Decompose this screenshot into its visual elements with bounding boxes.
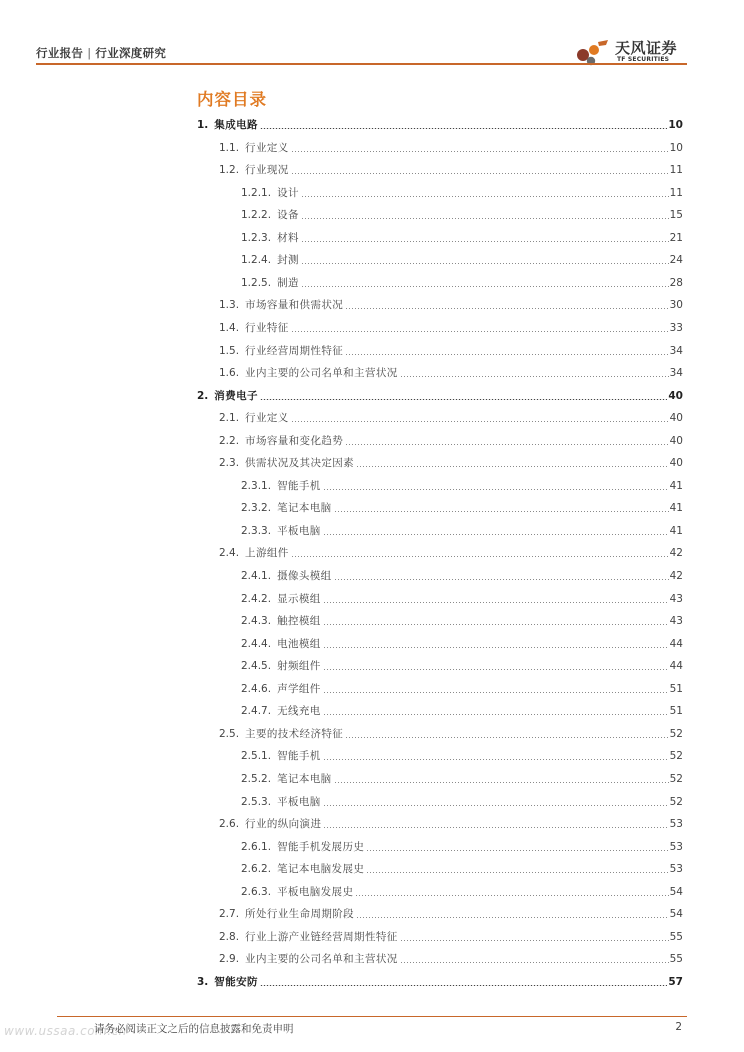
toc-entry[interactable] [197,206,683,222]
toc-entry-label: 上游组件 [245,547,289,560]
toc-dot-leader [260,399,667,400]
toc-entry[interactable] [197,139,683,155]
toc-entry-number: 1.6. [219,367,240,380]
toc-entry-page: 30 [669,299,683,312]
toc-entry-page: 51 [669,682,683,695]
toc-entry-number: 1.2.3. [241,231,272,244]
toc-dot-leader [323,759,669,760]
toc-entry[interactable] [197,116,683,132]
watermark: www.ussaa.com.cn [4,1024,127,1038]
toc-entry-label: 电池模组 [277,637,321,650]
toc-entry[interactable] [197,432,683,448]
toc-entry-number: 1.5. [219,344,240,357]
toc-dot-leader [323,692,669,693]
toc-entry-page: 57 [668,975,683,988]
toc-entry[interactable] [197,251,683,267]
toc-entry-label: 供需状况及其决定因素 [245,457,355,470]
toc-entry-number: 1. [197,119,209,131]
toc-entry-page: 10 [668,119,683,131]
toc-entry-number: 2.6.1. [241,840,272,853]
toc-entry[interactable] [197,342,683,358]
logo-mark-icon [575,36,613,66]
toc-entry-page: 34 [669,367,683,380]
toc-entry-number: 1.2.4. [241,254,272,267]
toc-entry[interactable] [197,860,683,876]
toc-dot-leader [323,669,669,670]
toc-dot-leader [345,308,668,309]
toc-entry[interactable] [197,567,683,583]
toc-entry-number: 2.5.1. [241,750,272,763]
toc-dot-leader [345,354,668,355]
toc-entry-page: 15 [669,209,683,222]
toc-entry-page: 42 [669,570,683,582]
toc-entry-label: 智能手机 [277,479,321,492]
toc-entry-label: 智能手机 [277,750,321,763]
toc-dot-leader [323,624,669,625]
page-number: 2 [675,1021,682,1033]
toc-entry[interactable] [197,229,683,245]
toc-entry[interactable] [197,905,683,921]
toc-entry-label: 行业经营周期性特征 [245,344,344,357]
toc-entry-page: 51 [669,705,683,718]
toc-entry-label: 行业定义 [245,141,289,154]
toc-dot-leader [323,647,669,648]
toc-entry-label: 无线充电 [277,705,321,718]
toc-dot-leader [323,602,669,603]
toc-entry[interactable] [197,725,683,741]
toc-entry-page: 21 [669,231,683,244]
toc-entry-page: 52 [669,750,683,763]
toc-entry-label: 显示模组 [277,592,321,605]
toc-entry-number: 2.3.3. [241,524,272,537]
toc-entry-label: 所处行业生命周期阶段 [245,908,355,921]
toc-dot-leader [301,263,669,264]
toc-entry-number: 2.5.3. [241,795,272,808]
toc-entry-label: 摄像头模组 [277,570,332,582]
toc-entry[interactable] [197,364,683,380]
toc-dot-leader [260,128,667,129]
toc-entry-page: 52 [669,772,683,785]
toc-entry-page: 24 [669,254,683,267]
toc-entry-number: 1.2.2. [241,209,272,222]
toc-entry[interactable] [197,815,683,831]
toc-dot-leader [323,827,668,828]
tf-securities-logo [575,36,687,66]
toc-entry-number: 2.6. [219,818,240,831]
toc-dot-leader [301,218,669,219]
toc-entry-number: 2. [197,389,209,402]
toc-heading: 内容目录 [197,90,267,109]
toc-entry-number: 2.2. [219,434,240,447]
toc-dot-leader [323,714,669,715]
toc-entry-label: 平板电脑发展史 [277,885,354,898]
toc-entry-number: 2.5. [219,727,240,740]
toc-entry[interactable] [197,274,683,290]
toc-entry-page: 33 [669,321,683,334]
toc-entry-number: 2.5.2. [241,772,272,785]
toc-entry-number: 2.7. [219,908,240,921]
toc-entry-page: 43 [669,615,683,628]
toc-entry-label: 射频组件 [277,660,321,673]
toc-dot-leader [366,850,668,851]
toc-entry[interactable] [197,161,683,177]
toc-dot-leader [260,985,667,986]
toc-entry-page: 40 [669,412,683,425]
toc-dot-leader [334,579,669,580]
toc-entry-page: 40 [668,389,683,402]
toc-entry-number: 2.4.4. [241,637,272,650]
toc-entry[interactable] [197,499,683,515]
toc-entry-label: 笔记本电脑 [277,502,332,515]
toc-entry-number: 1.2.5. [241,276,272,289]
toc-entry-page: 53 [669,840,683,853]
toc-dot-leader [291,331,669,332]
toc-entry-label: 智能安防 [214,975,258,988]
toc-entry-number: 1.2.1. [241,186,272,199]
toc-entry-label: 市场容量和变化趋势 [245,434,344,447]
toc-entry-label: 笔记本电脑发展史 [277,863,365,876]
toc-entry-page: 40 [669,457,683,470]
toc-entry-page: 52 [669,727,683,740]
report-subcategory: 行业深度研究 [95,46,167,60]
toc-entry[interactable] [197,793,683,809]
toc-entry-label: 行业特征 [245,321,289,334]
toc-entry-label: 设备 [277,209,299,222]
toc-entry-label: 主要的技术经济特征 [245,727,344,740]
toc-dot-leader [323,534,669,535]
toc-entry-label: 行业上游产业链经营周期性特征 [245,930,398,943]
toc-entry-label: 材料 [277,231,299,244]
toc-entry-number: 2.6.3. [241,885,272,898]
toc-entry[interactable] [197,454,683,470]
toc-dot-leader [355,895,668,896]
header-title [36,45,166,61]
toc-dot-leader [400,940,669,941]
toc-entry-page: 53 [669,863,683,876]
toc-dot-leader [400,962,669,963]
toc-entry-label: 市场容量和供需状况 [245,299,344,312]
toc-entry-page: 40 [669,434,683,447]
toc-entry-number: 2.1. [219,412,240,425]
toc-entry-number: 2.9. [219,953,240,966]
toc-entry[interactable] [197,522,683,538]
toc-entry-number: 2.3.2. [241,502,272,515]
toc-dot-leader [291,556,669,557]
toc-entry-page: 53 [669,818,683,831]
toc-dot-leader [291,151,669,152]
toc-dot-leader [356,466,669,467]
toc-entry-page: 44 [669,637,683,650]
toc-dot-leader [345,444,668,445]
toc-entry-number: 2.4.7. [241,705,272,718]
toc-entry-label: 设计 [277,186,299,199]
toc-entry[interactable] [197,387,683,403]
toc-entry-number: 2.4.1. [241,570,272,582]
toc-entry-page: 41 [669,479,683,492]
toc-entry-number: 2.6.2. [241,863,272,876]
toc-entry-number: 2.4.3. [241,615,272,628]
header-separator: | [87,46,92,60]
toc-entry-page: 43 [669,592,683,605]
toc-entry-label: 行业的纵向演进 [245,818,322,831]
toc-entry-label: 智能手机发展历史 [277,840,365,853]
toc-entry-number: 1.3. [219,299,240,312]
toc-entry-number: 3. [197,975,209,988]
toc-entry[interactable] [197,950,683,966]
toc-entry-page: 11 [669,164,683,177]
toc-entry[interactable] [197,883,683,899]
toc-entry-number: 2.4. [219,547,240,560]
toc-dot-leader [400,376,669,377]
toc-entry[interactable] [197,747,683,763]
report-category: 行业报告 [36,46,84,60]
toc-dot-leader [301,286,669,287]
toc-dot-leader [334,782,669,783]
toc-dot-leader [323,489,669,490]
toc-entry-page: 28 [669,276,683,289]
toc-entry[interactable] [197,184,683,200]
toc-entry-number: 2.8. [219,930,240,943]
toc-entry-page: 55 [669,953,683,966]
toc-dot-leader [301,241,669,242]
toc-entry-label: 业内主要的公司名单和主营状况 [245,953,398,966]
toc-entry[interactable] [197,702,683,718]
toc-entry-number: 1.1. [219,141,240,154]
toc-entry[interactable] [197,409,683,425]
toc-entry-label: 制造 [277,276,299,289]
toc-entry-page: 11 [669,186,683,199]
toc-dot-leader [334,511,669,512]
toc-entry[interactable] [197,612,683,628]
toc-entry-page: 34 [669,344,683,357]
toc-entry-number: 1.2. [219,164,240,177]
toc-entry[interactable] [197,680,683,696]
toc-entry-page: 44 [669,660,683,673]
toc-entry-label: 业内主要的公司名单和主营状况 [245,367,398,380]
toc-entry-page: 55 [669,930,683,943]
header-rule [36,63,687,65]
toc-entry-label: 平板电脑 [277,524,321,537]
toc-entry-number: 2.3.1. [241,479,272,492]
toc-entry-label: 触控模组 [277,615,321,628]
toc-entry-page: 54 [669,908,683,921]
toc-entry-page: 10 [669,141,683,154]
toc-dot-leader [291,173,669,174]
logo-chinese-name: 天风证券 [615,39,678,57]
toc-entry-label: 行业现况 [245,164,289,177]
toc-entry[interactable] [197,657,683,673]
toc-entry[interactable] [197,928,683,944]
toc-entry-label: 行业定义 [245,412,289,425]
footer-disclaimer: 请务必阅读正文之后的信息披露和免责申明 [94,1023,294,1035]
toc-entry[interactable] [197,590,683,606]
toc-entry-label: 笔记本电脑 [277,772,332,785]
toc-entry[interactable] [197,296,683,312]
footer-rule [57,1016,687,1017]
toc-entry-page: 41 [669,524,683,537]
toc-entry-number: 2.4.5. [241,660,272,673]
toc-dot-leader [301,196,669,197]
toc-entry-page: 52 [669,795,683,808]
toc-entry-label: 声学组件 [277,682,321,695]
toc-entry-number: 2.4.2. [241,592,272,605]
toc-entry[interactable] [197,635,683,651]
toc-entry-label: 消费电子 [214,389,258,402]
toc-dot-leader [323,805,669,806]
toc-dot-leader [345,737,668,738]
logo-english-name: TF SECURITIES [617,56,670,63]
toc-dot-leader [366,872,668,873]
toc-entry-label: 封测 [277,254,299,267]
toc-entry-page: 41 [669,502,683,515]
toc-dot-leader [356,917,669,918]
toc-entry-page: 54 [669,885,683,898]
toc-entry[interactable] [197,544,683,560]
toc-entry-label: 平板电脑 [277,795,321,808]
toc-entry-number: 2.3. [219,457,240,470]
toc-entry[interactable] [197,477,683,493]
toc-entry[interactable] [197,838,683,854]
toc-entry[interactable] [197,319,683,335]
toc-dot-leader [291,421,669,422]
toc-entry[interactable] [197,973,683,989]
toc-entry[interactable] [197,770,683,786]
toc-entry-label: 集成电路 [214,119,258,131]
toc-entry-number: 1.4. [219,321,240,334]
toc-entry-number: 2.4.6. [241,682,272,695]
toc-entry-page: 42 [669,547,683,560]
